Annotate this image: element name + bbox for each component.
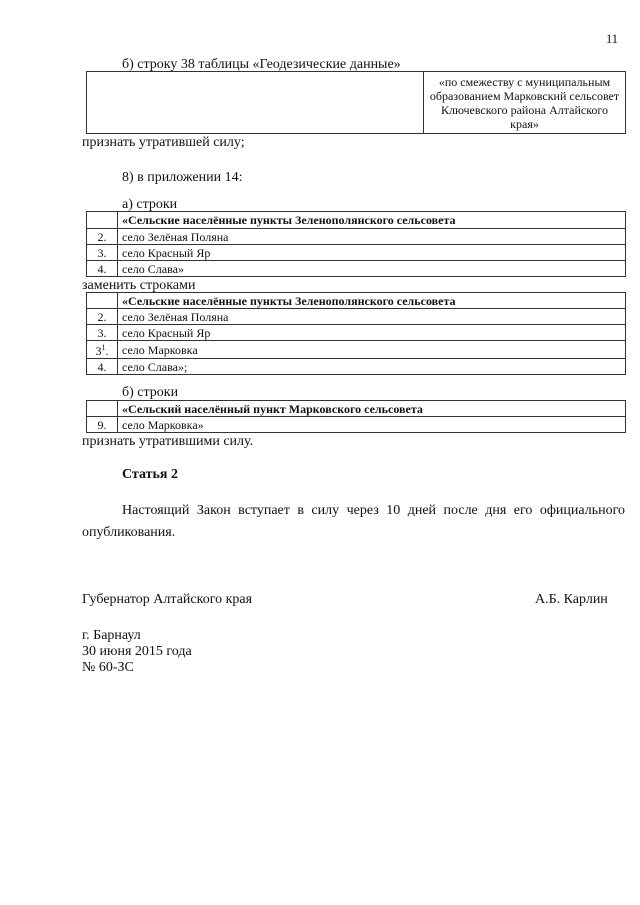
- item-a-rows: а) строки: [122, 197, 178, 212]
- item-b-rows: б) строки: [122, 385, 179, 400]
- geodetic-left-cell: [87, 72, 424, 134]
- table-row-name: село Зелёная Поляна: [118, 309, 626, 325]
- table-row-num: 2.: [87, 309, 118, 325]
- table-header-cell: «Сельские населённые пункты Зеленополянского сельсовета: [118, 212, 626, 229]
- table-2: [86, 292, 626, 375]
- table-row-num: [87, 293, 118, 309]
- table-row-num: 2.: [87, 229, 118, 245]
- table-row-num: 9.: [87, 417, 118, 433]
- table-row-num: [87, 401, 118, 417]
- table-row-num: 3.: [87, 325, 118, 341]
- table-row-num: [87, 212, 118, 229]
- table-row-name: село Красный Яр: [118, 245, 626, 261]
- city: г. Барнаул: [82, 628, 141, 643]
- recognize-invalid-1: признать утратившей силу;: [82, 135, 245, 150]
- replace-with: заменить строками: [82, 278, 196, 293]
- governor-title: Губернатор Алтайского края: [82, 592, 253, 607]
- item-b-geo: б) строку 38 таблицы «Геодезические данные»: [122, 57, 401, 72]
- table-row-num: [87, 341, 118, 359]
- table-row-name: село Зелёная Поляна: [118, 229, 626, 245]
- table-row-name: село Слава»;: [118, 359, 626, 375]
- date: 30 июня 2015 года: [82, 644, 192, 659]
- table-3: [86, 400, 626, 433]
- table-row-num: 4.: [87, 261, 118, 277]
- table-row-name: село Марковка: [118, 341, 626, 359]
- table-header-cell: «Сельский населённый пункт Марковского сельсовета: [118, 401, 626, 417]
- table-header-cell: «Сельские населённые пункты Зеленополянского сельсовета: [118, 293, 626, 309]
- item-8: 8) в приложении 14:: [122, 170, 243, 185]
- table-row-name: село Слава»: [118, 261, 626, 277]
- table-row-num: 4.: [87, 359, 118, 375]
- row-num-31: $3^1$.: [95, 343, 109, 358]
- table-row-num: 3.: [87, 245, 118, 261]
- table-row-name: село Красный Яр: [118, 325, 626, 341]
- law-number: № 60-ЗС: [82, 660, 134, 675]
- article-heading: Статья 2: [122, 467, 178, 482]
- recognize-invalid-2: признать утратившими силу.: [82, 434, 254, 449]
- page-number: 11: [606, 32, 619, 46]
- geodetic-table: [86, 71, 626, 134]
- geodetic-right-cell: «по смежеству с муниципальным образованием Марковский сельсовет Ключевского района Алтайского края»: [424, 72, 626, 134]
- governor-name: А.Б. Карлин: [535, 592, 608, 607]
- table-row-name: село Марковка»: [118, 417, 626, 433]
- table-1: [86, 211, 626, 277]
- article-text: Настоящий Закон вступает в силу через 10 дней после дня его официального опубликования.: [82, 503, 625, 540]
